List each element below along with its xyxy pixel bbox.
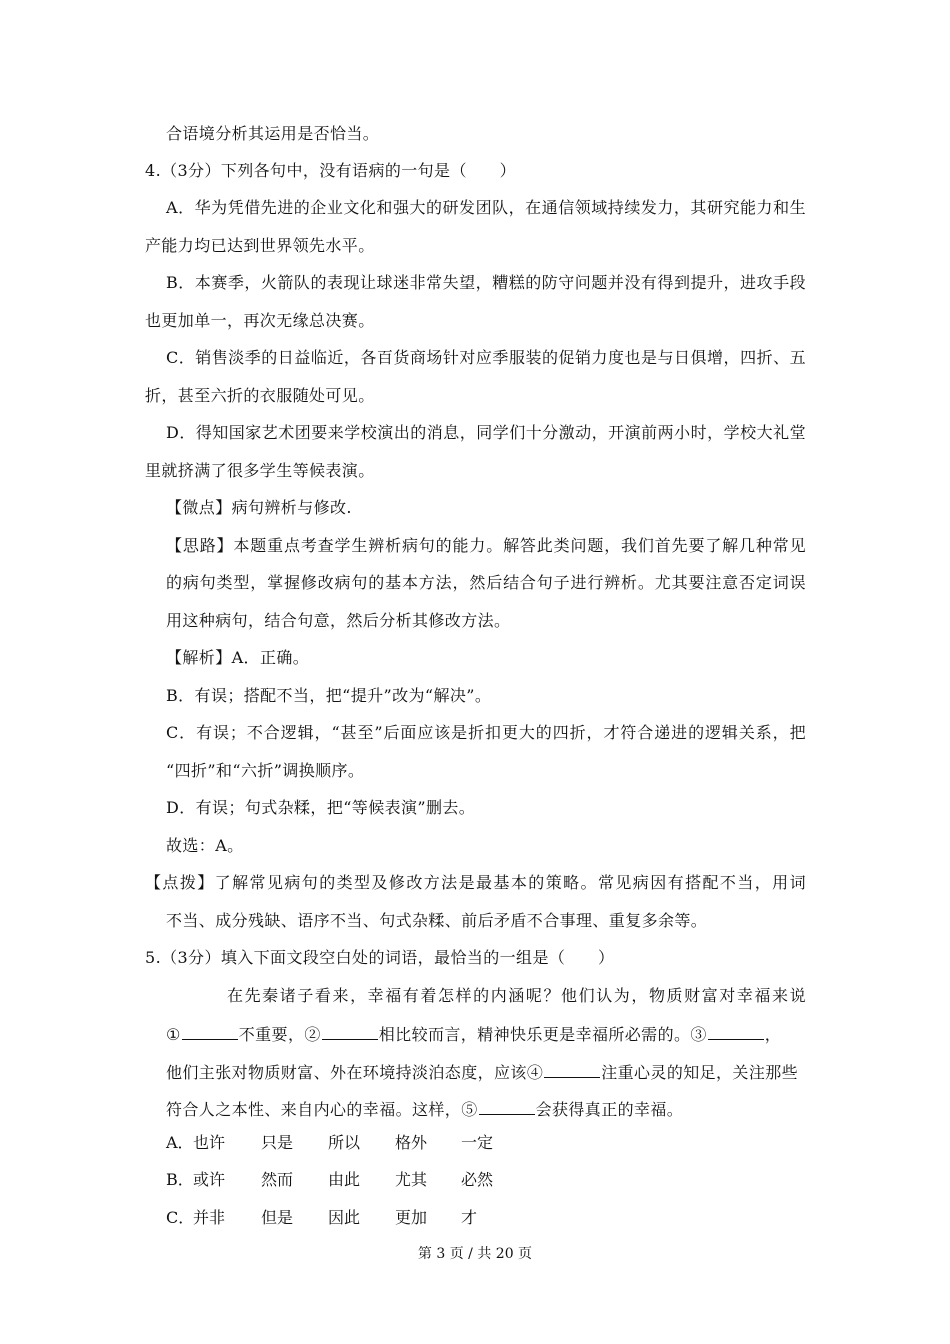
question-5-title: 5.（3分）填入下面文段空白处的词语，最恰当的一组是（ ）	[145, 948, 615, 967]
option-label: C．	[166, 1208, 195, 1227]
blank-number: ③	[690, 1025, 707, 1044]
passage-line4: 符合人之本性、来自内心的幸福。这样，⑤ 会获得真正的幸福。	[166, 1100, 684, 1119]
option-word: 必然	[461, 1170, 494, 1189]
blank	[708, 1023, 764, 1040]
option-word: 一定	[461, 1133, 494, 1152]
blank-number: ②	[304, 1025, 321, 1044]
option-word: 尤其	[395, 1170, 428, 1189]
silu-line1: 【思路】本题重点考查学生辨析病句的能力。解答此类问题，我们首先要了解几种常见	[166, 536, 806, 555]
blank	[479, 1098, 535, 1115]
answer-line: 故选：A。	[166, 836, 244, 855]
option-b-line2: 也更加单一，再次无缘总决赛。	[145, 311, 375, 330]
page-footer: 第 3 页 / 共 20 页	[417, 1246, 533, 1262]
option-word: 只是	[261, 1133, 294, 1152]
silu-line3: 用这种病句，结合句意，然后分析其修改方法。	[166, 611, 511, 630]
analysis-c-line2: “四折”和“六折”调换顺序。	[166, 761, 365, 780]
option-c-line1: C．销售淡季的日益临近，各百货商场针对应季服装的促销力度也是与日俱增，四折、五	[166, 348, 806, 367]
option-a-line2: 产能力均已达到世界领先水平。	[145, 236, 375, 255]
passage-line3: 他们主张对物质财富、外在环境持淡泊态度，应该④ 注重心灵的知足，关注那些	[166, 1063, 799, 1082]
silu-line2: 的病句类型，掌握修改病句的基本方法，然后结合句子进行辨析。尤其要注意否定词误	[166, 573, 806, 592]
option-word: 但是	[261, 1208, 294, 1227]
option-word: 并非	[193, 1208, 226, 1227]
passage-line2: ① 不重要，② 相比较而言，精神快乐更是幸福所必需的。③ ，	[166, 1025, 782, 1044]
analysis-c-line1: C．有误；不合逻辑，“甚至”后面应该是折扣更大的四折，才符合递进的逻辑关系，把	[166, 723, 806, 742]
option-word: 也许	[193, 1133, 226, 1152]
option-word: 更加	[395, 1208, 428, 1227]
blank-number: ④	[526, 1063, 544, 1082]
option-label: A．	[166, 1133, 194, 1152]
analysis-d: D．有误；句式杂糅，把“等候表演”删去。	[166, 798, 476, 817]
weidian-line: 【微点】病句辨析与修改.	[166, 498, 352, 517]
blank	[322, 1023, 378, 1040]
option-a-line1: A．华为凭借先进的企业文化和强大的研发团队，在通信领域持续发力，其研究能力和生	[166, 198, 806, 217]
option-word: 因此	[328, 1208, 361, 1227]
blank	[544, 1061, 600, 1078]
blank-number: ①	[166, 1025, 181, 1044]
option-d-line2: 里就挤满了很多学生等候表演。	[145, 461, 375, 480]
blank	[182, 1023, 238, 1040]
jiexi-line: 【解析】A．正确。	[166, 648, 310, 667]
passage-line1: 在先秦诸子看来，幸福有着怎样的内涵呢？他们认为，物质财富对幸福来说	[227, 986, 806, 1005]
text-line: 合语境分析其运用是否恰当。	[166, 124, 380, 143]
option-word: 然而	[261, 1170, 294, 1189]
option-d-line1: D．得知国家艺术团要来学校演出的消息，同学们十分激动，开演前两小时，学校大礼堂	[166, 423, 806, 442]
analysis-b: B．有误；搭配不当，把“提升”改为“解决”。	[166, 686, 492, 705]
option-word: 格外	[395, 1133, 428, 1152]
dianbo-line1: 【点拨】了解常见病句的类型及修改方法是最基本的策略。常见病因有搭配不当，用词	[145, 873, 806, 892]
option-label: B．	[166, 1170, 194, 1189]
dianbo-line2: 不当、成分残缺、语序不当、句式杂糅、前后矛盾不合事理、重复多余等。	[166, 911, 708, 930]
blank-number: ⑤	[461, 1100, 478, 1119]
option-word: 或许	[193, 1170, 226, 1189]
option-word: 才	[461, 1208, 478, 1227]
question-4-title: 4.（3分）下列各句中，没有语病的一句是（ ）	[145, 161, 517, 180]
option-c-line2: 折，甚至六折的衣服随处可见。	[145, 386, 375, 405]
option-word: 所以	[328, 1133, 361, 1152]
option-word: 由此	[328, 1170, 361, 1189]
option-b-line1: B．本赛季，火箭队的表现让球迷非常失望，糟糕的防守问题并没有得到提升，进攻手段	[166, 273, 806, 292]
